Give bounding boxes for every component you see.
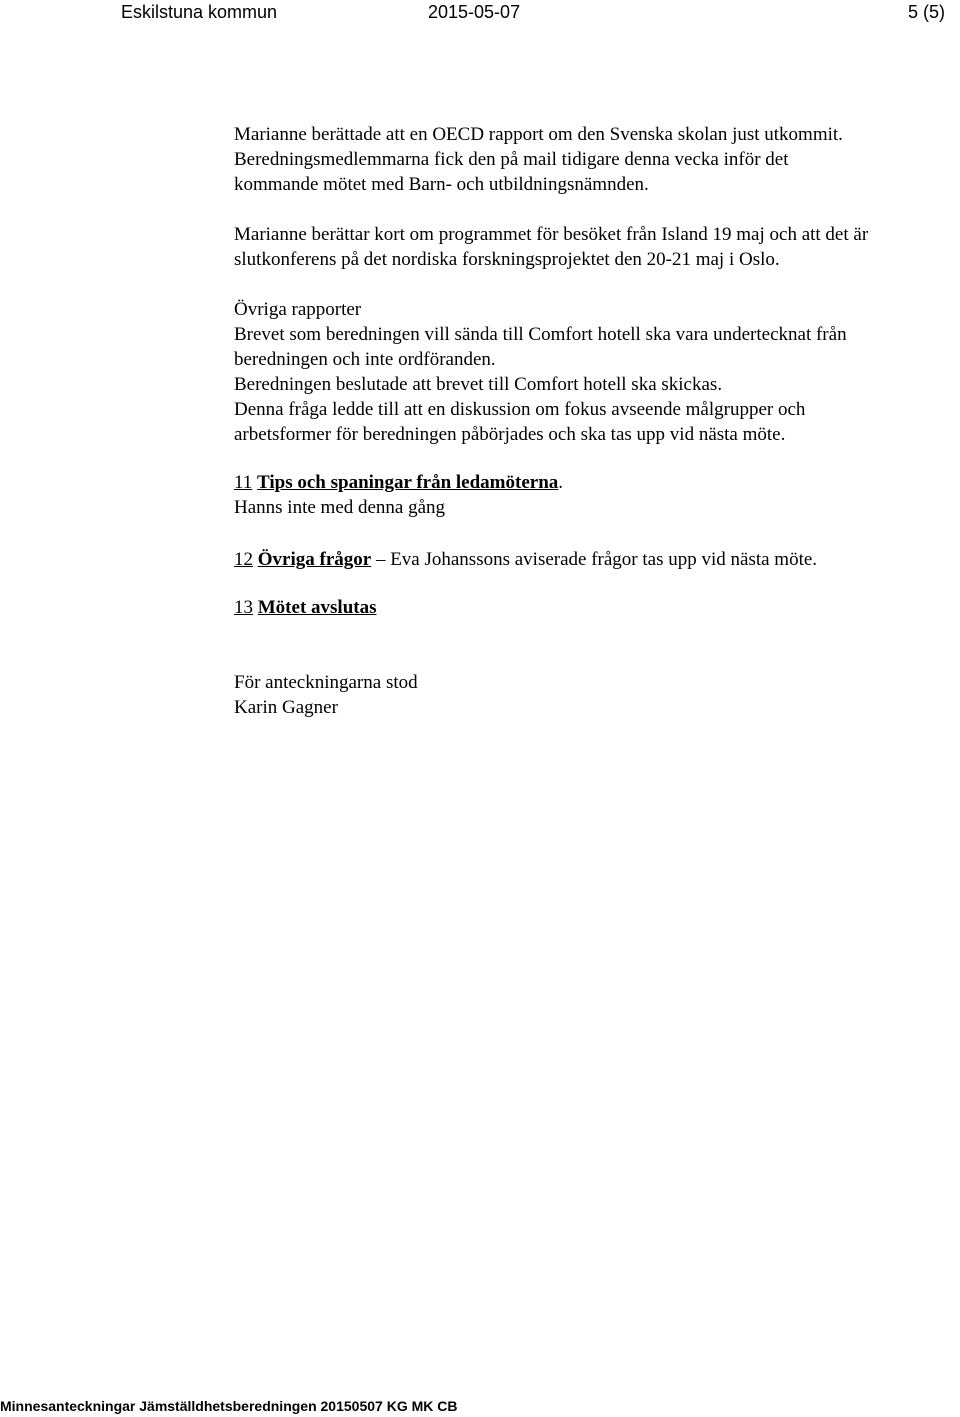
text-line: Marianne berättar kort om programmet för besöket från Island 19 maj och att det är [234,224,869,245]
signature-block [234,670,958,720]
text-line: kommande mötet med Barn- och utbildningsnämnden. [234,174,649,195]
agenda-item-11 [234,470,958,520]
item-period: . [558,472,564,493]
text-line: slutkonferens på det nordiska forskningsprojektet den 20-21 maj i Oslo. [234,249,780,270]
paragraph-other-reports [234,297,958,447]
agenda-item-12-heading [234,547,958,572]
header-organization: Eskilstuna kommun [121,2,278,22]
item-number: 12 [234,549,253,570]
text-line: Beredningen beslutade att brevet till Comfort hotell ska skickas. [234,374,723,395]
item-title: Tips och spaningar från ledamöterna [257,472,559,493]
signature-name: Karin Gagner [234,697,338,718]
agenda-item-11-heading [234,470,958,495]
page-footer: Minnesanteckningar Jämställdhetsberedningen 20150507 KG MK CB [0,1398,458,1414]
text-line: Beredningsmedlemmarna fick den på mail tidigare denna vecka inför det [234,149,789,170]
text-line: arbetsformer för beredningen påbörjades och ska tas upp vid nästa möte. [234,424,786,445]
item-title: Övriga frågor [257,549,372,570]
agenda-item-13 [234,595,958,620]
text-line: Denna fråga ledde till att en diskussion om fokus avseende målgrupper och [234,399,806,420]
item-number: 13 [234,597,253,618]
text-line: beredningen och inte ordföranden. [234,349,496,370]
agenda-item-11-note: Hanns inte med denna gång [234,497,446,518]
document-body [234,122,958,720]
item-number: 11 [234,472,253,493]
item-title: Mötet avslutas [257,597,377,618]
signature-line: För anteckningarna stod [234,672,418,693]
agenda-item-13-heading [234,595,958,620]
text-line: Marianne berättade att en OECD rapport om den Svenska skolan just utkommit. [234,124,843,145]
paragraph-iceland-visit [234,222,958,272]
page-header [0,0,960,26]
header-date: 2015-05-07 [428,2,521,22]
text-line: Brevet som beredningen vill sända till Comfort hotell ska vara undertecknat från [234,324,847,345]
header-page-number: 5 (5) [908,2,946,22]
agenda-item-12 [234,547,958,572]
section-heading: Övriga rapporter [234,299,362,320]
paragraph-oecd-report [234,122,958,197]
item-text: – Eva Johanssons aviserade frågor tas upp vid nästa möte. [371,549,818,570]
